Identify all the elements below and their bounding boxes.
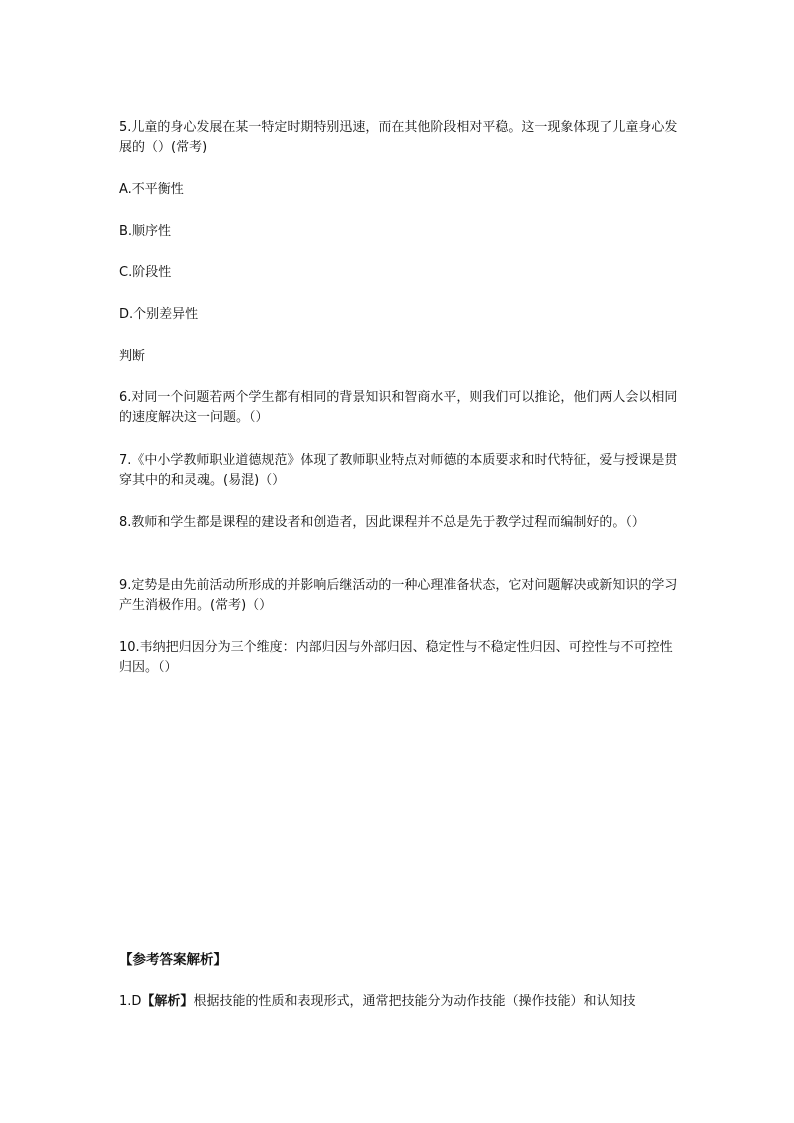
question-5-option-c: C.阶段性	[119, 265, 172, 280]
answer-1-text: 根据技能的性质和表现形式，通常把技能分为动作技能（操作技能）和认知技	[193, 994, 636, 1009]
section-judge-title: 判断	[119, 349, 146, 364]
question-5-option-d: D.个别差异性	[119, 307, 199, 322]
question-8: 8.教师和学生都是课程的建设者和创造者，因此课程并不总是先于教学过程而编制好的。（）	[119, 515, 645, 530]
answer-1	[119, 992, 679, 1012]
answer-1-prefix: 1.D	[119, 994, 142, 1009]
answer-1-tag: 【解析】	[141, 994, 194, 1009]
question-6: 6.对同一个问题若两个学生都有相同的背景知识和智商水平，则我们可以推论，他们两人会以相同的速度解决这一问题。（）	[119, 390, 678, 425]
question-5-option-a: A.不平衡性	[119, 182, 184, 197]
question-9: 9.定势是由先前活动所形成的并影响后继活动的一种心理准备状态，它对问题解决或新知识的学习产生消极作用。(常考)（）	[119, 578, 678, 613]
question-5-stem: 5.儿童的身心发展在某一特定时期特别迅速，而在其他阶段相对平稳。这一现象体现了儿童身心发展的（）(常考)	[119, 120, 678, 155]
question-7: 7.《中小学教师职业道德规范》体现了教师职业特点对师德的本质要求和时代特征，爱与授课是贯穿其中的和灵魂。(易混)（）	[119, 453, 678, 488]
question-10: 10.韦纳把归因分为三个维度：内部归因与外部归因、稳定性与不稳定性归因、可控性与不可控性归因。（）	[119, 640, 673, 675]
answers-heading: 【参考答案解析】	[119, 952, 227, 968]
question-5-option-b: B.顺序性	[119, 224, 172, 239]
